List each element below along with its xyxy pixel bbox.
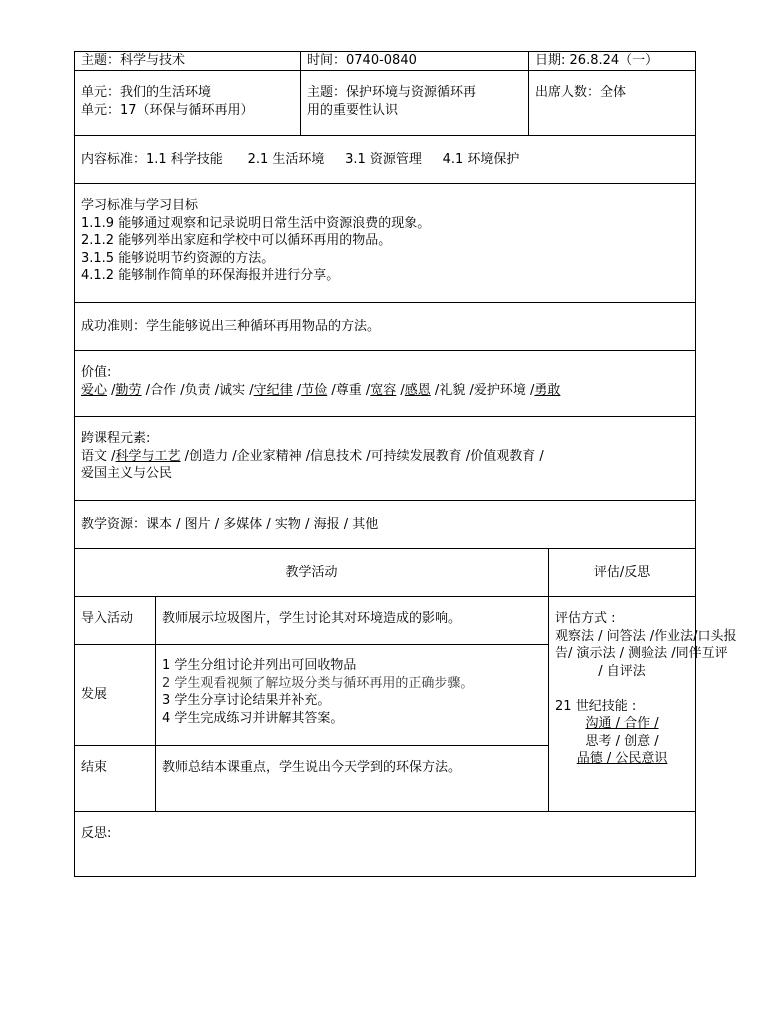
content-standard-cell: [75, 136, 696, 184]
assessment-cell: [549, 597, 737, 812]
subject-cell: [75, 52, 301, 71]
values-list: 爱心 /勤劳 /合作 /负责 /诚实 /守纪律 /节俭 /尊重 /宽容 /感恩 /礼貌 /爱护环境 /勇敢: [81, 382, 561, 398]
success-criteria-text: 成功准则：学生能够说出三种循环再用物品的方法。: [81, 318, 381, 334]
development-content-cell: [156, 645, 549, 746]
objectives-title: 学习标准与学习目标: [81, 198, 199, 213]
date-text: 日期: 26.8.24（一）: [535, 53, 659, 68]
development-label-cell: [75, 645, 156, 746]
value-item: 尊重: [335, 382, 362, 398]
skills21-line: 品德 / 公民意识: [576, 751, 668, 766]
assessment-title: 评估方式 :: [555, 611, 616, 626]
activities-header: 教学活动: [285, 564, 338, 580]
development-line: 4 学生完成练习并讲解其答案。: [162, 710, 344, 726]
value-item: 爱心: [81, 382, 108, 398]
value-item: 爱护环境: [473, 382, 526, 398]
content-standard-text: 内容标准：1.1 科学技能 2.1 生活环境 3.1 资源管理 4.1 环境保护: [81, 151, 520, 167]
skills21-title: 21 世纪技能 :: [555, 698, 637, 714]
value-item: 勤劳: [115, 382, 142, 398]
reflection-label: 反思:: [81, 826, 112, 841]
time-text: 时间：0740-0840: [307, 53, 417, 68]
values-title: 价值:: [81, 365, 112, 380]
closing-label-cell: [75, 746, 156, 812]
cross-curricular-item: 语文: [81, 448, 108, 464]
date-cell: [529, 52, 696, 71]
success-criteria-cell: [75, 303, 696, 351]
value-item: 勇敢: [534, 382, 561, 398]
closing-label: 结束: [81, 760, 108, 775]
time-cell: [301, 52, 529, 71]
reflection-cell: [75, 812, 696, 877]
lesson-plan-table: [74, 51, 737, 877]
unit-cell: [301, 71, 529, 136]
objectives-cell: [75, 184, 696, 303]
intro-line: 教师展示垃圾图片，学生讨论其对环境造成的影响。: [162, 611, 462, 626]
cross-curricular-title: 跨课程元素:: [81, 431, 151, 446]
assessment-line: 告/ 演示法 / 测验法 /同伴互评: [555, 646, 728, 661]
intro-label: 导入活动: [81, 611, 134, 626]
closing-line: 教师总结本课重点，学生说出今天学到的环保方法。: [162, 760, 462, 775]
assessment-header: 评估/反思: [593, 564, 651, 580]
value-item: 诚实: [219, 382, 246, 398]
class-cell: [75, 71, 301, 136]
cross-curricular-item: 创造力: [189, 448, 229, 464]
cross-curricular-cell: [75, 417, 696, 501]
value-item: 负责: [184, 382, 211, 398]
assessment-line: / 自评法: [598, 663, 646, 679]
value-item: 感恩: [404, 382, 431, 398]
assessment-header-cell: [549, 549, 696, 597]
class-line2: 单元：17（环保与循环再用）: [81, 102, 254, 118]
resources-cell: [75, 501, 696, 549]
cross-curricular-item: 价值观教育: [470, 448, 536, 464]
objective-item: 2.1.2 能够列举出家庭和学校中可以循环再用的物品。: [81, 233, 392, 248]
intro-content-cell: [156, 597, 549, 645]
value-item: 礼貌: [439, 382, 466, 398]
cross-curricular-item: 企业家精神: [236, 448, 302, 464]
resources-text: 教学资源：课本 / 图片 / 多媒体 / 实物 / 海报 / 其他: [81, 516, 379, 532]
development-line: 1 学生分组讨论并列出可回收物品: [162, 658, 357, 673]
skills21-line: 沟通 / 合作 /: [585, 716, 659, 731]
objective-item: 3.1.5 能够说明节约资源的方法。: [81, 250, 275, 266]
cross-curricular-list: 语文 /科学与工艺 /创造力 /企业家精神 /信息技术 /可持续发展教育 /价值观教育 /: [81, 448, 544, 464]
cross-curricular-item: 可持续发展教育: [370, 448, 462, 464]
values-cell: [75, 351, 696, 417]
attendance-text: 出席人数：全体: [535, 85, 627, 100]
activities-header-cell: [75, 549, 549, 597]
objective-item: 1.1.9 能够通过观察和记录说明日常生活中资源浪费的现象。: [81, 215, 431, 231]
development-line: 3 学生分享讨论结果并补充。: [162, 693, 331, 708]
cross-curricular-item: 科学与工艺: [115, 448, 181, 464]
intro-label-cell: [75, 597, 156, 645]
development-line: 2 学生观看视频了解垃圾分类与循环再用的正确步骤。: [162, 675, 474, 691]
value-item: 宽容: [370, 382, 397, 398]
value-item: 节俭: [301, 382, 328, 398]
value-item: 合作: [150, 382, 177, 398]
class-title: 单元：我们的生活环境: [81, 85, 212, 100]
value-item: 守纪律: [253, 382, 293, 398]
skills21-line: 思考 / 创意 /: [585, 733, 659, 749]
cross-curricular-item: 信息技术: [310, 448, 363, 464]
cross-curricular-line2: 爱国主义与公民: [81, 466, 173, 481]
closing-content-cell: [156, 746, 549, 812]
objective-item: 4.1.2 能够制作简单的环保海报并进行分享。: [81, 268, 340, 283]
unit-line2: 用的重要性认识: [307, 102, 399, 118]
unit-line1: 主题：保护环境与资源循环再: [307, 85, 477, 100]
subject-text: 主题：科学与技术: [81, 53, 186, 68]
attendance-cell: [529, 71, 696, 136]
assessment-line: 观察法 / 问答法 /作业法/口头报: [555, 628, 737, 644]
development-label: 发展: [81, 687, 108, 703]
